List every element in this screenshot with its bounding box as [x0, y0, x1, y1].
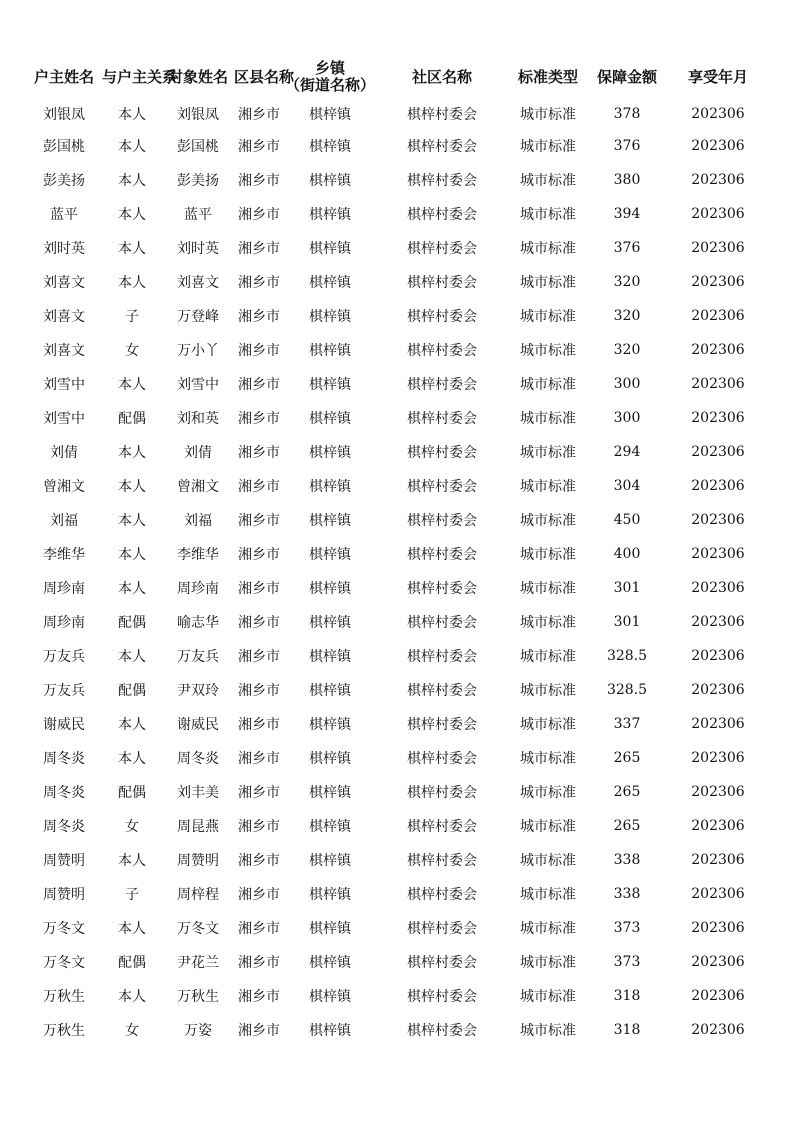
cell-period: 202306 [691, 750, 745, 766]
cell-period: 202306 [691, 716, 745, 732]
cell-community: 棋梓村委会 [407, 887, 477, 903]
table-row [26, 877, 770, 911]
cell-standard-type: 城市标准 [520, 615, 576, 631]
cell-period: 202306 [691, 648, 745, 664]
cell-period: 202306 [691, 308, 745, 324]
cell-period: 202306 [691, 206, 745, 222]
cell-town: 棋梓镇 [309, 547, 351, 563]
cell-town: 棋梓镇 [309, 921, 351, 937]
cell-amount: 373 [613, 954, 641, 970]
cell-town: 棋梓镇 [309, 275, 351, 291]
cell-householder-name: 刘时英 [43, 241, 85, 257]
cell-county: 湘乡市 [238, 241, 280, 257]
cell-recipient-name: 周梓程 [177, 887, 219, 903]
cell-county: 湘乡市 [238, 343, 280, 359]
table-row [26, 639, 770, 673]
header-town: 乡镇（街道名称） [284, 59, 375, 94]
header-county: 区县名称 [234, 67, 295, 86]
cell-relationship: 本人 [118, 717, 146, 733]
cell-recipient-name: 尹双玲 [177, 683, 219, 699]
cell-town: 棋梓镇 [309, 751, 351, 767]
cell-community: 棋梓村委会 [407, 853, 477, 869]
cell-standard-type: 城市标准 [520, 343, 576, 359]
cell-relationship: 本人 [118, 547, 146, 563]
cell-period: 202306 [691, 342, 745, 358]
header-row [26, 55, 770, 99]
cell-householder-name: 万冬文 [43, 921, 85, 937]
cell-amount: 320 [613, 308, 641, 324]
cell-period: 202306 [691, 954, 745, 970]
cell-period: 202306 [691, 682, 745, 698]
cell-community: 棋梓村委会 [407, 107, 477, 123]
cell-householder-name: 刘喜文 [43, 275, 85, 291]
header-period: 享受年月 [687, 67, 748, 86]
cell-community: 棋梓村委会 [407, 785, 477, 801]
cell-period: 202306 [691, 106, 745, 122]
cell-period: 202306 [691, 376, 745, 392]
table-row [26, 367, 770, 401]
cell-town: 棋梓镇 [309, 819, 351, 835]
cell-county: 湘乡市 [238, 785, 280, 801]
cell-relationship: 本人 [118, 581, 146, 597]
cell-householder-name: 万友兵 [43, 683, 85, 699]
cell-amount: 320 [613, 274, 641, 290]
cell-relationship: 女 [125, 819, 139, 835]
cell-community: 棋梓村委会 [407, 445, 477, 461]
cell-community: 棋梓村委会 [407, 547, 477, 563]
cell-county: 湘乡市 [238, 547, 280, 563]
cell-householder-name: 周珍南 [43, 615, 85, 631]
cell-recipient-name: 周冬炎 [177, 751, 219, 767]
cell-householder-name: 谢威民 [43, 717, 85, 733]
table-row [26, 537, 770, 571]
cell-recipient-name: 万姿 [184, 1023, 212, 1039]
cell-community: 棋梓村委会 [407, 343, 477, 359]
cell-town: 棋梓镇 [309, 785, 351, 801]
cell-relationship: 本人 [118, 921, 146, 937]
cell-amount: 265 [613, 818, 641, 834]
cell-county: 湘乡市 [238, 513, 280, 529]
cell-community: 棋梓村委会 [407, 649, 477, 665]
cell-recipient-name: 周珍南 [177, 581, 219, 597]
cell-amount: 450 [613, 512, 641, 528]
cell-standard-type: 城市标准 [520, 955, 576, 971]
cell-amount: 320 [613, 342, 641, 358]
cell-period: 202306 [691, 444, 745, 460]
cell-recipient-name: 彭美扬 [177, 173, 219, 189]
cell-householder-name: 刘雪中 [43, 411, 85, 427]
cell-period: 202306 [691, 1022, 745, 1038]
cell-relationship: 配偶 [118, 955, 146, 971]
cell-householder-name: 蓝平 [50, 207, 78, 223]
cell-relationship: 女 [125, 1023, 139, 1039]
cell-standard-type: 城市标准 [520, 173, 576, 189]
cell-relationship: 配偶 [118, 785, 146, 801]
cell-recipient-name: 刘和英 [177, 411, 219, 427]
cell-county: 湘乡市 [238, 717, 280, 733]
cell-community: 棋梓村委会 [407, 479, 477, 495]
cell-community: 棋梓村委会 [407, 207, 477, 223]
table-row [26, 435, 770, 469]
cell-recipient-name: 万友兵 [177, 649, 219, 665]
cell-period: 202306 [691, 172, 745, 188]
cell-county: 湘乡市 [238, 173, 280, 189]
cell-community: 棋梓村委会 [407, 989, 477, 1005]
table-row [26, 163, 770, 197]
table-row [26, 231, 770, 265]
cell-relationship: 子 [125, 309, 139, 325]
cell-amount: 373 [613, 920, 641, 936]
cell-amount: 301 [613, 614, 641, 630]
cell-standard-type: 城市标准 [520, 107, 576, 123]
cell-community: 棋梓村委会 [407, 615, 477, 631]
cell-standard-type: 城市标准 [520, 1023, 576, 1039]
cell-town: 棋梓镇 [309, 411, 351, 427]
cell-householder-name: 万秋生 [43, 1023, 85, 1039]
cell-standard-type: 城市标准 [520, 989, 576, 1005]
cell-householder-name: 刘倩 [50, 445, 78, 461]
cell-relationship: 本人 [118, 649, 146, 665]
cell-householder-name: 刘雪中 [43, 377, 85, 393]
cell-relationship: 本人 [118, 513, 146, 529]
cell-community: 棋梓村委会 [407, 309, 477, 325]
cell-recipient-name: 刘银凤 [177, 107, 219, 123]
cell-householder-name: 周珍南 [43, 581, 85, 597]
cell-householder-name: 刘喜文 [43, 343, 85, 359]
cell-relationship: 本人 [118, 751, 146, 767]
cell-amount: 338 [613, 852, 641, 868]
cell-period: 202306 [691, 240, 745, 256]
cell-community: 棋梓村委会 [407, 751, 477, 767]
cell-relationship: 本人 [118, 445, 146, 461]
cell-standard-type: 城市标准 [520, 309, 576, 325]
cell-standard-type: 城市标准 [520, 513, 576, 529]
cell-amount: 318 [613, 1022, 641, 1038]
cell-county: 湘乡市 [238, 275, 280, 291]
cell-relationship: 本人 [118, 139, 146, 155]
cell-standard-type: 城市标准 [520, 547, 576, 563]
cell-recipient-name: 周赞明 [177, 853, 219, 869]
table-row [26, 741, 770, 775]
cell-relationship: 配偶 [118, 683, 146, 699]
cell-relationship: 本人 [118, 207, 146, 223]
cell-householder-name: 周赞明 [43, 887, 85, 903]
cell-relationship: 本人 [118, 479, 146, 495]
table-body [26, 99, 770, 1047]
cell-recipient-name: 刘福 [184, 513, 212, 529]
cell-recipient-name: 李维华 [177, 547, 219, 563]
table-row [26, 571, 770, 605]
cell-period: 202306 [691, 886, 745, 902]
cell-relationship: 本人 [118, 107, 146, 123]
cell-county: 湘乡市 [238, 139, 280, 155]
cell-period: 202306 [691, 920, 745, 936]
cell-amount: 378 [613, 106, 641, 122]
cell-amount: 300 [613, 410, 641, 426]
cell-community: 棋梓村委会 [407, 683, 477, 699]
cell-period: 202306 [691, 138, 745, 154]
cell-householder-name: 周冬炎 [43, 785, 85, 801]
cell-standard-type: 城市标准 [520, 683, 576, 699]
cell-relationship: 本人 [118, 275, 146, 291]
cell-period: 202306 [691, 580, 745, 596]
cell-relationship: 本人 [118, 173, 146, 189]
cell-standard-type: 城市标准 [520, 479, 576, 495]
cell-county: 湘乡市 [238, 751, 280, 767]
cell-standard-type: 城市标准 [520, 411, 576, 427]
cell-county: 湘乡市 [238, 207, 280, 223]
cell-recipient-name: 尹花兰 [177, 955, 219, 971]
cell-amount: 400 [613, 546, 641, 562]
cell-community: 棋梓村委会 [407, 717, 477, 733]
cell-county: 湘乡市 [238, 309, 280, 325]
cell-recipient-name: 万冬文 [177, 921, 219, 937]
cell-householder-name: 彭国桃 [43, 139, 85, 155]
table-row [26, 129, 770, 163]
cell-county: 湘乡市 [238, 581, 280, 597]
cell-period: 202306 [691, 478, 745, 494]
cell-recipient-name: 刘倩 [184, 445, 212, 461]
cell-standard-type: 城市标准 [520, 853, 576, 869]
cell-community: 棋梓村委会 [407, 513, 477, 529]
cell-county: 湘乡市 [238, 445, 280, 461]
cell-householder-name: 刘福 [50, 513, 78, 529]
cell-county: 湘乡市 [238, 615, 280, 631]
cell-town: 棋梓镇 [309, 107, 351, 123]
cell-county: 湘乡市 [238, 819, 280, 835]
cell-amount: 265 [613, 784, 641, 800]
cell-town: 棋梓镇 [309, 207, 351, 223]
table-row [26, 99, 770, 129]
table-row [26, 1013, 770, 1047]
cell-standard-type: 城市标准 [520, 819, 576, 835]
cell-householder-name: 万冬文 [43, 955, 85, 971]
cell-county: 湘乡市 [238, 921, 280, 937]
cell-amount: 301 [613, 580, 641, 596]
cell-standard-type: 城市标准 [520, 785, 576, 801]
cell-amount: 394 [613, 206, 641, 222]
cell-householder-name: 周冬炎 [43, 819, 85, 835]
cell-standard-type: 城市标准 [520, 139, 576, 155]
table-row [26, 299, 770, 333]
cell-county: 湘乡市 [238, 479, 280, 495]
cell-standard-type: 城市标准 [520, 921, 576, 937]
cell-county: 湘乡市 [238, 887, 280, 903]
cell-recipient-name: 周昆燕 [177, 819, 219, 835]
table-row [26, 265, 770, 299]
cell-amount: 328.5 [606, 682, 648, 698]
cell-town: 棋梓镇 [309, 615, 351, 631]
cell-community: 棋梓村委会 [407, 139, 477, 155]
cell-standard-type: 城市标准 [520, 377, 576, 393]
cell-community: 棋梓村委会 [407, 955, 477, 971]
cell-county: 湘乡市 [238, 1023, 280, 1039]
cell-period: 202306 [691, 818, 745, 834]
cell-relationship: 本人 [118, 989, 146, 1005]
cell-recipient-name: 喻志华 [177, 615, 219, 631]
cell-town: 棋梓镇 [309, 377, 351, 393]
cell-householder-name: 彭美扬 [43, 173, 85, 189]
cell-county: 湘乡市 [238, 989, 280, 1005]
cell-town: 棋梓镇 [309, 649, 351, 665]
cell-recipient-name: 曾湘文 [177, 479, 219, 495]
table-row [26, 979, 770, 1013]
cell-relationship: 本人 [118, 853, 146, 869]
cell-community: 棋梓村委会 [407, 377, 477, 393]
cell-county: 湘乡市 [238, 853, 280, 869]
cell-period: 202306 [691, 546, 745, 562]
table-row [26, 605, 770, 639]
table-row [26, 809, 770, 843]
header-community: 社区名称 [411, 67, 472, 86]
cell-standard-type: 城市标准 [520, 649, 576, 665]
cell-town: 棋梓镇 [309, 853, 351, 869]
cell-amount: 337 [613, 716, 641, 732]
cell-standard-type: 城市标准 [520, 581, 576, 597]
cell-relationship: 子 [125, 887, 139, 903]
table-row [26, 945, 770, 979]
cell-householder-name: 刘喜文 [43, 309, 85, 325]
subsidy-table [26, 55, 770, 1047]
cell-community: 棋梓村委会 [407, 411, 477, 427]
cell-standard-type: 城市标准 [520, 887, 576, 903]
cell-community: 棋梓村委会 [407, 819, 477, 835]
cell-community: 棋梓村委会 [407, 921, 477, 937]
cell-relationship: 本人 [118, 377, 146, 393]
cell-county: 湘乡市 [238, 955, 280, 971]
cell-county: 湘乡市 [238, 649, 280, 665]
cell-town: 棋梓镇 [309, 445, 351, 461]
header-amount: 保障金额 [596, 67, 657, 86]
cell-amount: 376 [613, 240, 641, 256]
cell-town: 棋梓镇 [309, 717, 351, 733]
cell-amount: 294 [613, 444, 641, 460]
cell-community: 棋梓村委会 [407, 275, 477, 291]
cell-recipient-name: 万秋生 [177, 989, 219, 1005]
cell-recipient-name: 刘时英 [177, 241, 219, 257]
cell-town: 棋梓镇 [309, 955, 351, 971]
cell-recipient-name: 蓝平 [184, 207, 212, 223]
cell-town: 棋梓镇 [309, 173, 351, 189]
cell-standard-type: 城市标准 [520, 751, 576, 767]
table-row [26, 401, 770, 435]
cell-town: 棋梓镇 [309, 241, 351, 257]
table-row [26, 911, 770, 945]
cell-period: 202306 [691, 784, 745, 800]
cell-amount: 338 [613, 886, 641, 902]
cell-town: 棋梓镇 [309, 513, 351, 529]
cell-householder-name: 周赞明 [43, 853, 85, 869]
cell-amount: 318 [613, 988, 641, 1004]
cell-standard-type: 城市标准 [520, 275, 576, 291]
cell-householder-name: 曾湘文 [43, 479, 85, 495]
table-row [26, 503, 770, 537]
header-recipient-name: 对象姓名 [167, 67, 228, 86]
cell-period: 202306 [691, 614, 745, 630]
cell-county: 湘乡市 [238, 377, 280, 393]
cell-amount: 265 [613, 750, 641, 766]
cell-relationship: 配偶 [118, 411, 146, 427]
table-row [26, 197, 770, 231]
cell-householder-name: 刘银凤 [43, 107, 85, 123]
cell-recipient-name: 刘雪中 [177, 377, 219, 393]
cell-town: 棋梓镇 [309, 989, 351, 1005]
cell-amount: 304 [613, 478, 641, 494]
cell-community: 棋梓村委会 [407, 581, 477, 597]
cell-county: 湘乡市 [238, 411, 280, 427]
cell-standard-type: 城市标准 [520, 207, 576, 223]
cell-community: 棋梓村委会 [407, 1023, 477, 1039]
table-row [26, 333, 770, 367]
cell-town: 棋梓镇 [309, 309, 351, 325]
cell-relationship: 女 [125, 343, 139, 359]
cell-relationship: 配偶 [118, 615, 146, 631]
cell-householder-name: 周冬炎 [43, 751, 85, 767]
cell-community: 棋梓村委会 [407, 173, 477, 189]
cell-relationship: 本人 [118, 241, 146, 257]
cell-community: 棋梓村委会 [407, 241, 477, 257]
cell-recipient-name: 刘丰美 [177, 785, 219, 801]
header-standard-type: 标准类型 [517, 67, 578, 86]
table-row [26, 673, 770, 707]
cell-standard-type: 城市标准 [520, 717, 576, 733]
cell-householder-name: 万友兵 [43, 649, 85, 665]
cell-recipient-name: 万登峰 [177, 309, 219, 325]
table-row [26, 775, 770, 809]
cell-town: 棋梓镇 [309, 343, 351, 359]
table-row [26, 843, 770, 877]
cell-householder-name: 万秋生 [43, 989, 85, 1005]
cell-householder-name: 李维华 [43, 547, 85, 563]
cell-town: 棋梓镇 [309, 139, 351, 155]
cell-county: 湘乡市 [238, 107, 280, 123]
cell-recipient-name: 谢威民 [177, 717, 219, 733]
cell-amount: 376 [613, 138, 641, 154]
cell-town: 棋梓镇 [309, 683, 351, 699]
cell-town: 棋梓镇 [309, 887, 351, 903]
cell-amount: 380 [613, 172, 641, 188]
table-row [26, 469, 770, 503]
cell-period: 202306 [691, 274, 745, 290]
cell-recipient-name: 刘喜文 [177, 275, 219, 291]
cell-standard-type: 城市标准 [520, 445, 576, 461]
cell-period: 202306 [691, 410, 745, 426]
table-row [26, 707, 770, 741]
cell-recipient-name: 彭国桃 [177, 139, 219, 155]
cell-period: 202306 [691, 988, 745, 1004]
cell-county: 湘乡市 [238, 683, 280, 699]
cell-amount: 328.5 [606, 648, 648, 664]
cell-amount: 300 [613, 376, 641, 392]
cell-standard-type: 城市标准 [520, 241, 576, 257]
cell-town: 棋梓镇 [309, 581, 351, 597]
cell-recipient-name: 万小丫 [177, 343, 219, 359]
cell-period: 202306 [691, 512, 745, 528]
cell-period: 202306 [691, 852, 745, 868]
header-householder-name: 户主姓名 [33, 67, 94, 86]
cell-town: 棋梓镇 [309, 1023, 351, 1039]
cell-town: 棋梓镇 [309, 479, 351, 495]
header-relationship: 与户主关系 [102, 67, 178, 86]
